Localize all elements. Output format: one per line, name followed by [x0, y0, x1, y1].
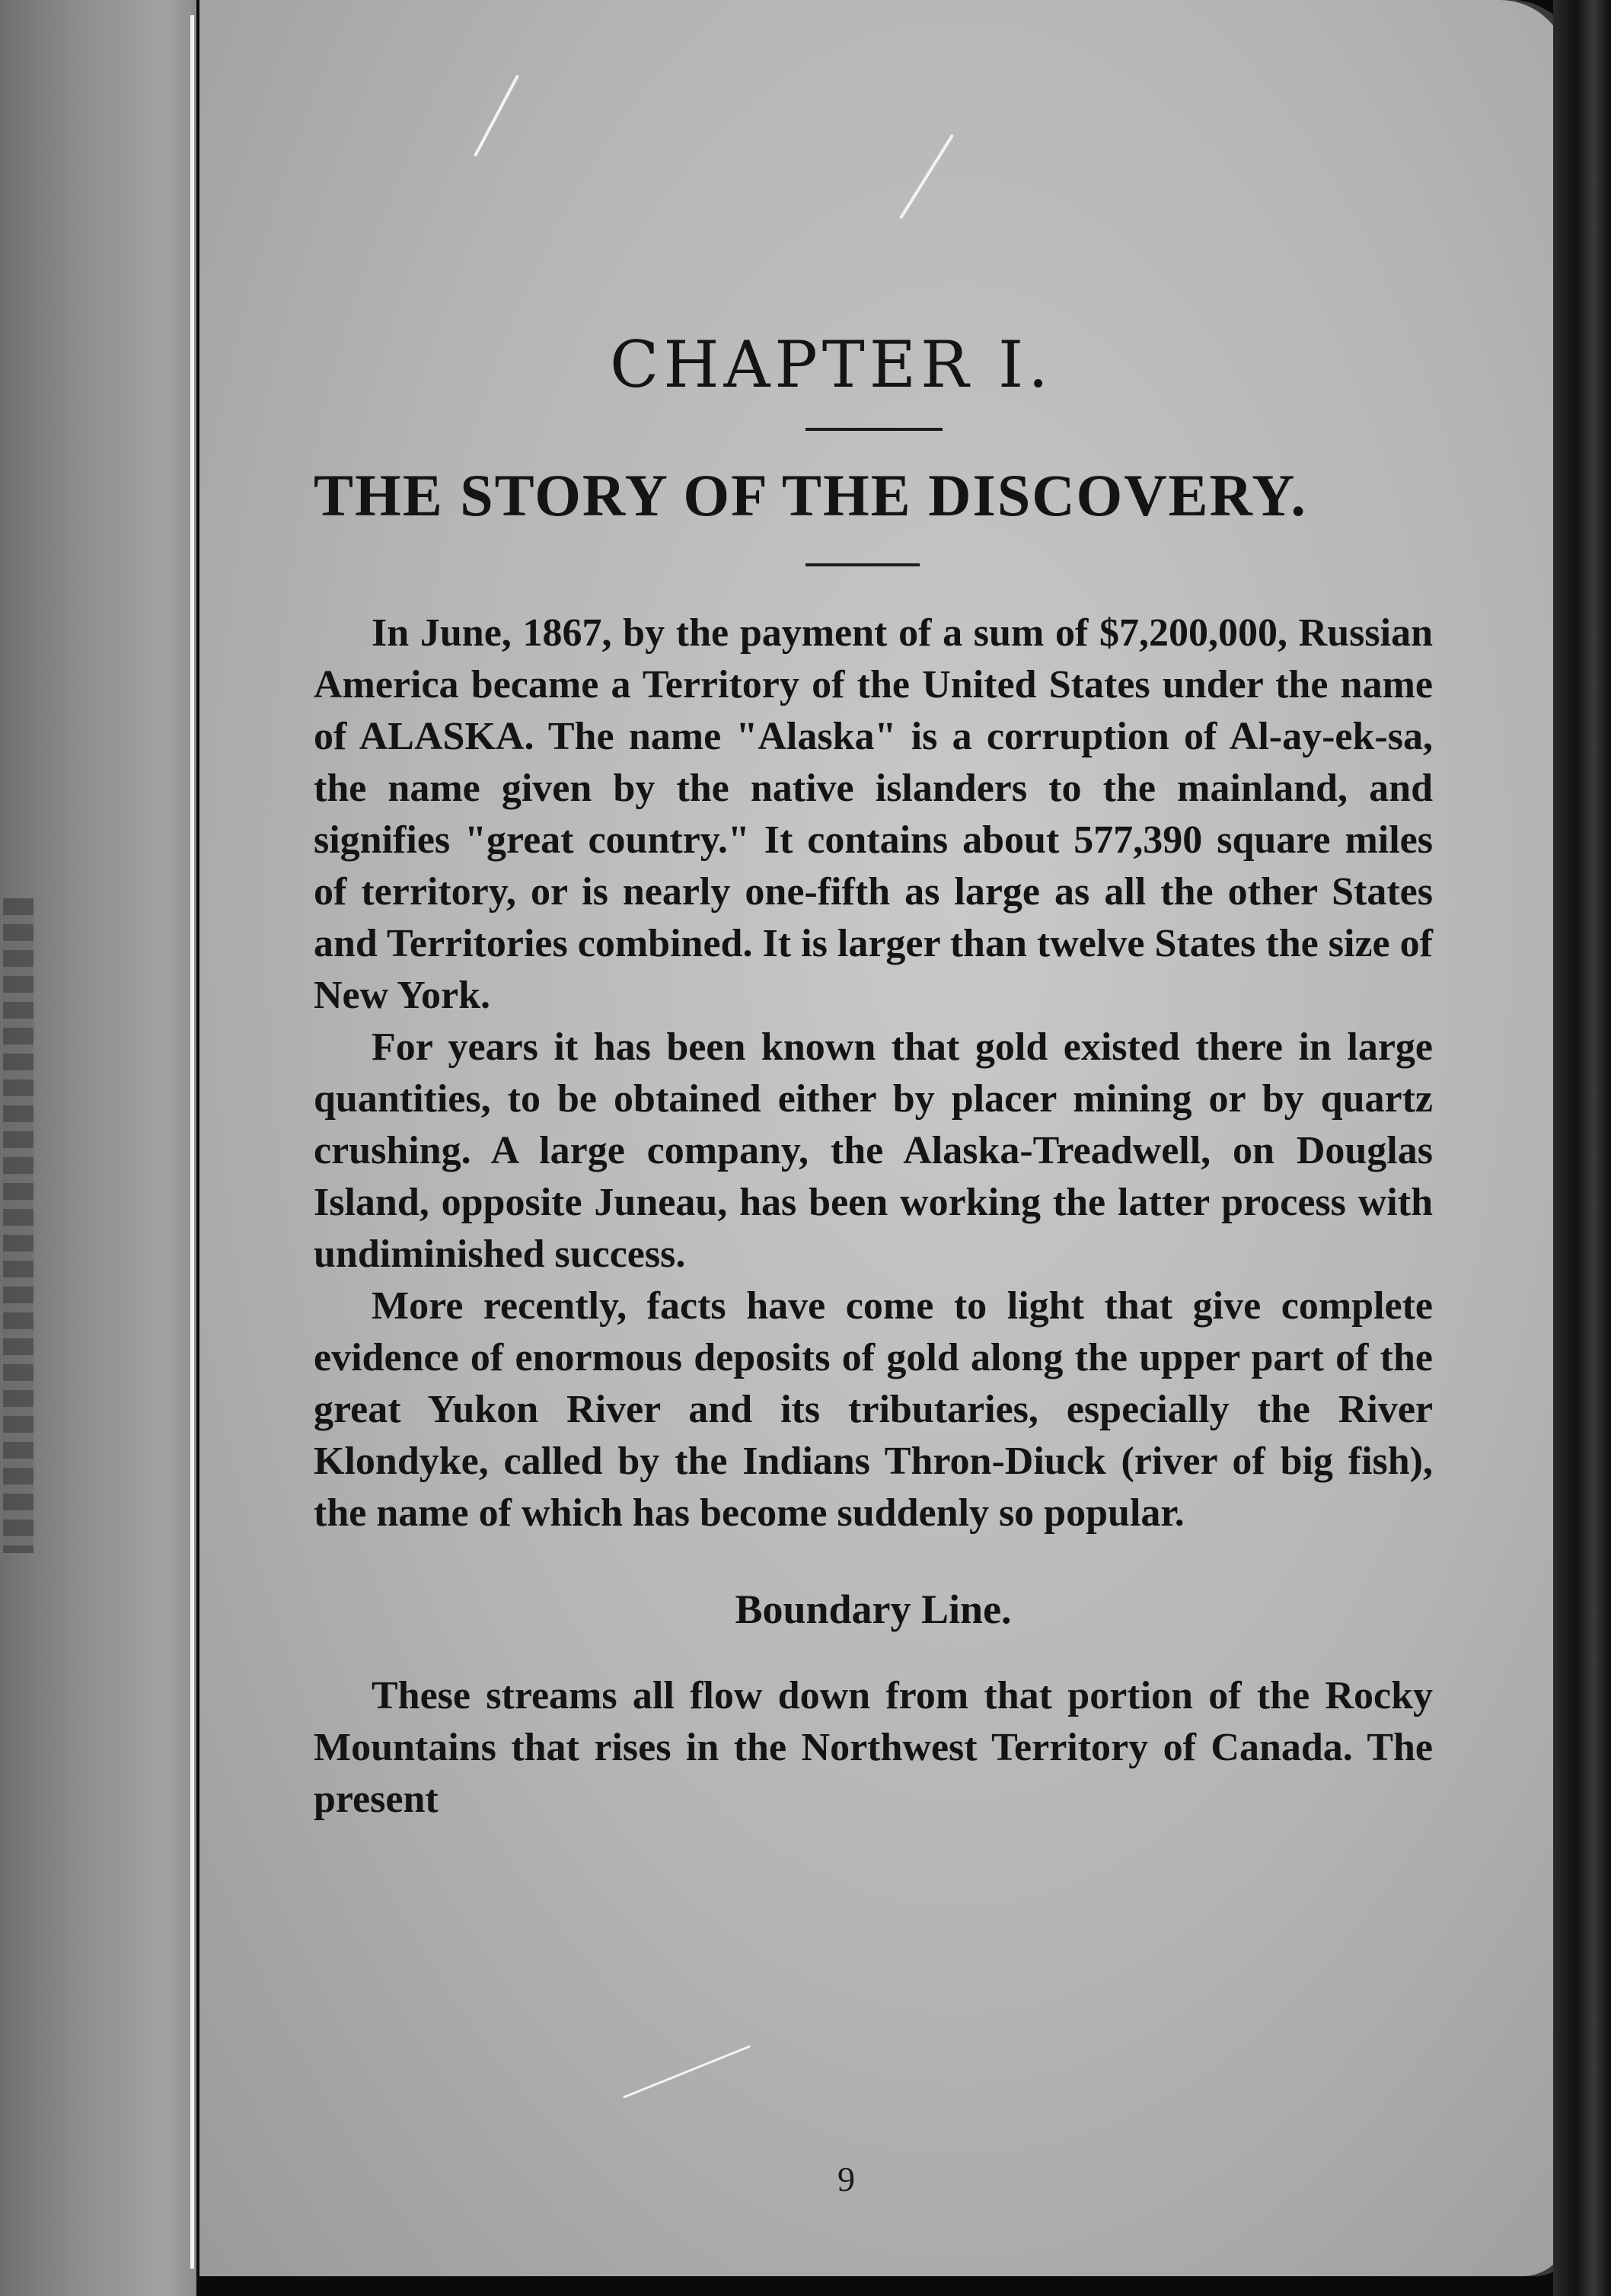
- scratch-mark: [474, 75, 519, 157]
- chapter-heading: CHAPTER I.: [610, 327, 1053, 402]
- scratch-mark: [623, 2045, 751, 2098]
- paragraph: In June, 1867, by the payment of a sum of $7,200,000, Russian America became a Territory of the United States under the name of ALASKA. The name "Alaska" is a corruption of Al-ay-ek-sa, the name given by the native islanders to the mainland, and signifies "great country." It contains about 577,390 square miles of territory, or is nearly one-fifth as large as all the other States and Territories combined. It is larger than twelve States the size of New York.: [314, 611, 1433, 1017]
- scratch-mark: [899, 134, 954, 219]
- paragraph: For years it has been known that gold existed there in large quantities, to be obtained either by placer mining or by quartz crushing. A large company, the Alaska-Treadwell, on Douglas Island, opposite Juneau, has been working the latter process with undiminished success.: [314, 1025, 1433, 1276]
- body-text: [314, 607, 1433, 1826]
- section-heading: Boundary Line.: [735, 1586, 1012, 1632]
- bleed-through-text: [3, 898, 33, 1553]
- previous-page-edge: [0, 0, 196, 2296]
- book-cover-edge: [1553, 0, 1611, 2296]
- spine-crease: [190, 15, 194, 2269]
- divider-rule: [806, 563, 920, 566]
- chapter-title: THE STORY OF THE DISCOVERY.: [314, 462, 1307, 528]
- page-number: 9: [837, 2160, 855, 2199]
- divider-rule: [806, 428, 943, 431]
- page-text: [314, 327, 1433, 1826]
- paragraph: More recently, facts have come to light that give complete evidence of enormous deposits of gold along the upper part of the great Yukon River and its tributaries, especially the River Klondyke, called by the Indians Thron-Diuck (river of big fish), the name of which has become suddenly so popular.: [314, 1284, 1433, 1535]
- paragraph: These streams all flow down from that portion of the Rocky Mountains that rises in the Northwest Territory of Canada. The present: [314, 1674, 1433, 1821]
